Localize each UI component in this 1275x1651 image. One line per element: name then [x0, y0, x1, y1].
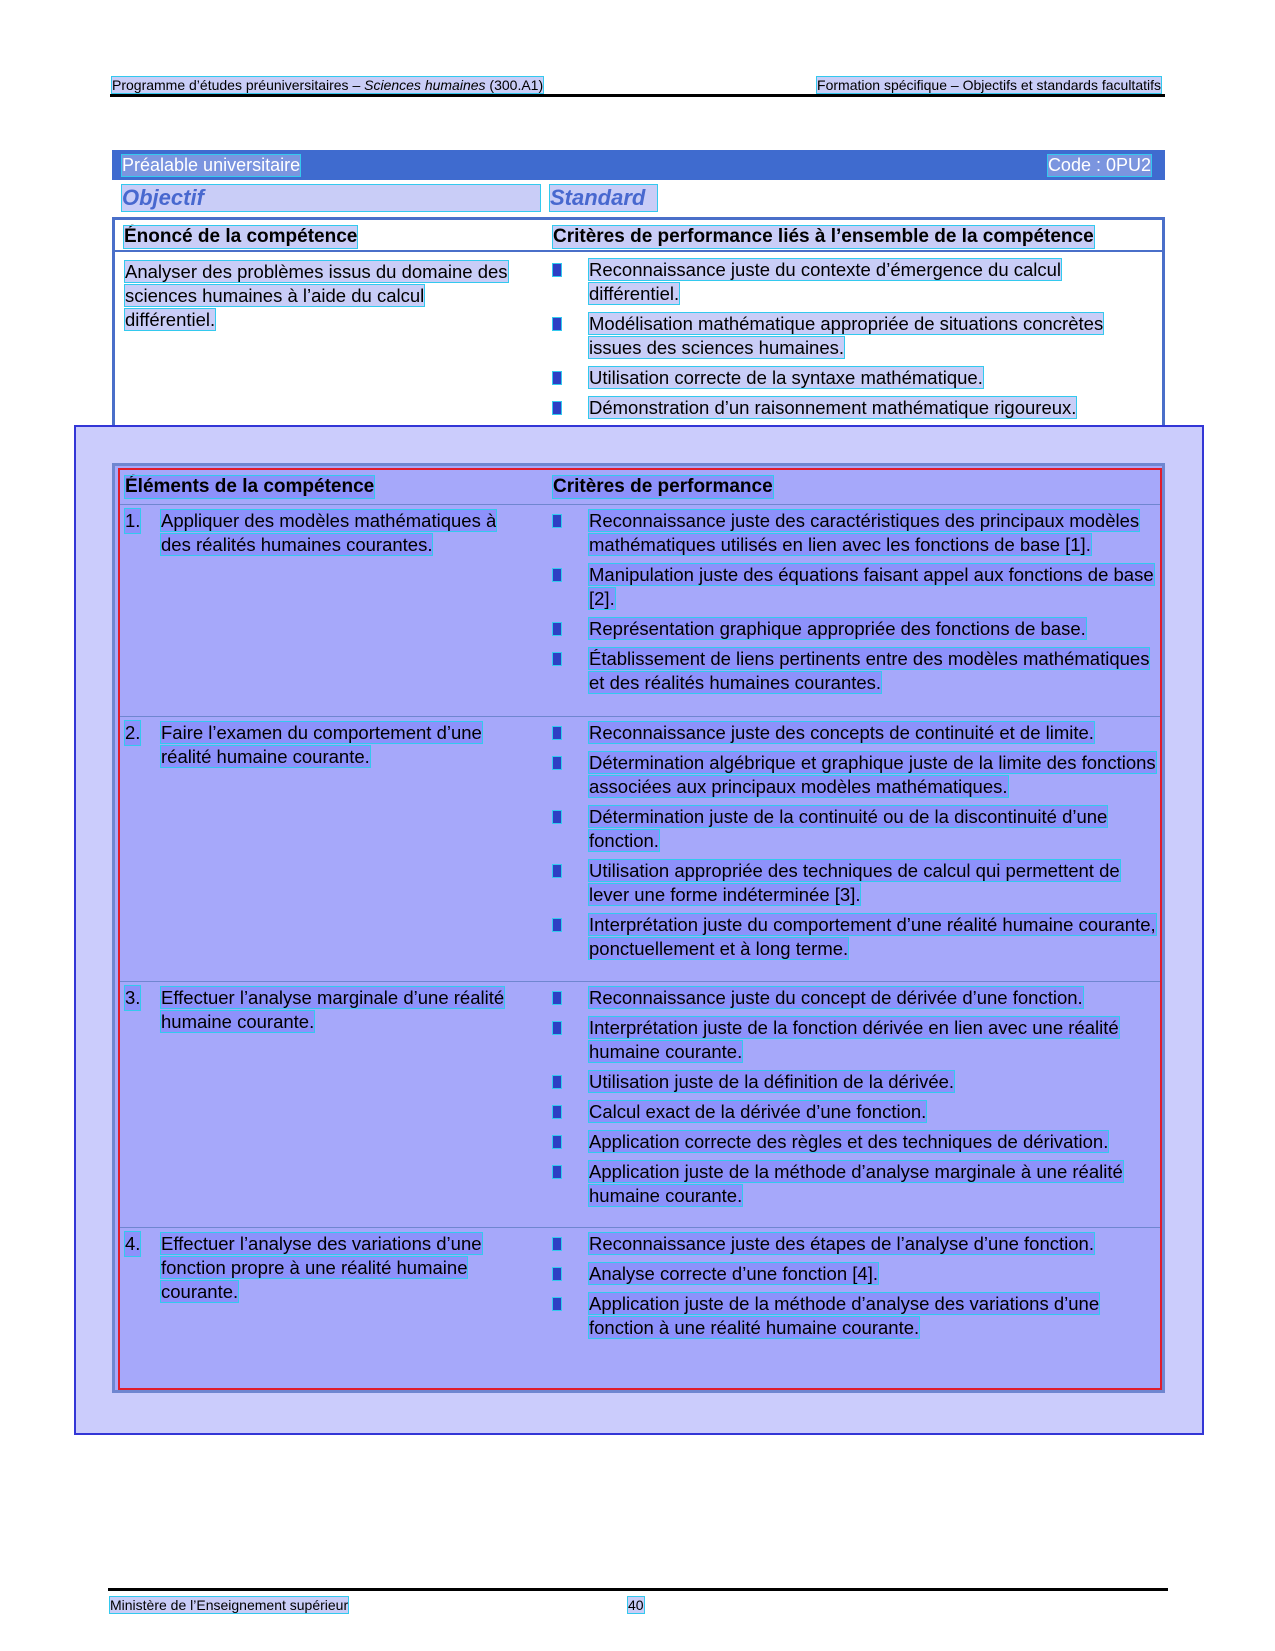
- element-row: [120, 504, 1160, 716]
- element-description: [125, 986, 525, 1034]
- criterion-item: Détermination juste de la continuité ou de la discontinuité d’une fonction.: [553, 805, 1163, 853]
- criterion-item: Établissement de liens pertinents entre des modèles mathématiques et des réalités humaines courantes.: [553, 647, 1163, 695]
- element-row: [120, 1227, 1160, 1392]
- competence-statement: Analyser des problèmes issus du domaine des sciences humaines à l’aide du calcul différentiel.: [125, 261, 508, 330]
- element-criteria-list: [553, 721, 1163, 967]
- bullet-icon: [553, 515, 561, 527]
- element-criteria-list: [553, 986, 1163, 1214]
- bullet-icon: [553, 264, 561, 276]
- objective-heading: Objectif: [122, 185, 540, 211]
- bullet-icon: [553, 811, 561, 823]
- criterion-item: Reconnaissance juste du contexte d’émergence du calcul différentiel.: [553, 258, 1153, 306]
- header-section-title: Formation spécifique – Objectifs et standards facultatifs: [817, 77, 1161, 93]
- performance-criteria-heading: Critères de performance: [553, 476, 773, 497]
- bullet-icon: [553, 402, 561, 414]
- bullet-icon: [553, 757, 561, 769]
- bullet-icon: [553, 653, 561, 665]
- criterion-item: Utilisation juste de la définition de la dérivée.: [553, 1070, 1163, 1094]
- elements-table-header: [120, 470, 1160, 502]
- criterion-item: Analyse correcte d’une fonction [4].: [553, 1262, 1163, 1286]
- criterion-item: Représentation graphique appropriée des fonctions de base.: [553, 617, 1163, 641]
- criterion-item: Détermination algébrique et graphique juste de la limite des fonctions associées aux principaux modèles mathématiques.: [553, 751, 1163, 799]
- criterion-item: Interprétation juste du comportement d’une réalité humaine courante, ponctuellement et à long terme.: [553, 913, 1163, 961]
- criterion-item: Application juste de la méthode d’analyse marginale à une réalité humaine courante.: [553, 1160, 1163, 1208]
- element-description: [125, 1232, 525, 1304]
- bullet-icon: [553, 1022, 561, 1034]
- competence-statement-heading: Énoncé de la compétence: [124, 226, 358, 247]
- element-label: Effectuer l’analyse des variations d’une fonction propre à une réalité humaine courante.: [161, 1233, 482, 1302]
- elements-heading: Éléments de la compétence: [125, 476, 375, 497]
- element-criteria-list: [553, 1232, 1163, 1346]
- title-bar: [112, 150, 1165, 180]
- element-number: 4.: [125, 1233, 141, 1254]
- element-label: Faire l’examen du comportement d’une réalité humaine courante.: [161, 722, 482, 767]
- elements-table-selection: [118, 468, 1162, 1390]
- bullet-icon: [553, 1268, 561, 1280]
- bullet-icon: [553, 1076, 561, 1088]
- element-row: [120, 981, 1160, 1227]
- bullet-icon: [553, 865, 561, 877]
- footer-ministry: Ministère de l’Enseignement supérieur: [110, 1597, 349, 1613]
- course-code: Code : 0PU2: [1047, 155, 1151, 175]
- competence-table: [112, 217, 1165, 454]
- bullet-icon: [553, 1238, 561, 1250]
- title-bar-label: Préalable universitaire: [122, 155, 301, 175]
- bullet-icon: [553, 569, 561, 581]
- bullet-icon: [553, 919, 561, 931]
- element-criteria-list: [553, 509, 1163, 701]
- element-label: Appliquer des modèles mathématiques à des réalités humaines courantes.: [161, 510, 497, 555]
- bullet-icon: [553, 318, 561, 330]
- criterion-item: Manipulation juste des équations faisant appel aux fonctions de base [2].: [553, 563, 1163, 611]
- element-number: 3.: [125, 987, 141, 1008]
- element-description: [125, 509, 525, 557]
- page-footer: [108, 1588, 1168, 1618]
- criterion-item: Reconnaissance juste du concept de dérivée d’une fonction.: [553, 986, 1163, 1010]
- bullet-icon: [553, 1298, 561, 1310]
- standard-heading: Standard: [550, 185, 657, 211]
- criterion-item: Application correcte des règles et des techniques de dérivation.: [553, 1130, 1163, 1154]
- column-headings: [112, 185, 1165, 213]
- bullet-icon: [553, 1106, 561, 1118]
- criterion-item: Application juste de la méthode d’analyse des variations d’une fonction à une réalité humaine courante.: [553, 1292, 1163, 1340]
- bullet-icon: [553, 992, 561, 1004]
- bullet-icon: [553, 727, 561, 739]
- header-program-title: Programme d’études préuniversitaires – Sciences humaines (300.A1): [112, 77, 544, 93]
- criterion-item: Reconnaissance juste des étapes de l’analyse d’une fonction.: [553, 1232, 1163, 1256]
- element-number: 1.: [125, 510, 141, 531]
- bullet-icon: [553, 1166, 561, 1178]
- bullet-icon: [553, 372, 561, 384]
- page-number: 40: [628, 1597, 644, 1613]
- criterion-item: Calcul exact de la dérivée d’une fonction.: [553, 1100, 1163, 1124]
- bullet-icon: [553, 1136, 561, 1148]
- criterion-item: Démonstration d’un raisonnement mathématique rigoureux.: [553, 396, 1153, 420]
- page-header: [110, 75, 1165, 97]
- criterion-item: Utilisation correcte de la syntaxe mathématique.: [553, 366, 1153, 390]
- bullet-icon: [553, 623, 561, 635]
- element-description: [125, 721, 525, 769]
- element-label: Effectuer l’analyse marginale d’une réalité humaine courante.: [161, 987, 505, 1032]
- competence-criteria-heading: Critères de performance liés à l’ensemble de la compétence: [553, 226, 1094, 247]
- criterion-item: Reconnaissance juste des caractéristiques des principaux modèles mathématiques utilisés en lien avec les fonctions de base [1].: [553, 509, 1163, 557]
- criterion-item: Utilisation appropriée des techniques de calcul qui permettent de lever une forme indéterminée [3].: [553, 859, 1163, 907]
- element-number: 2.: [125, 722, 141, 743]
- element-row: [120, 716, 1160, 981]
- criterion-item: Reconnaissance juste des concepts de continuité et de limite.: [553, 721, 1163, 745]
- criterion-item: Modélisation mathématique appropriée de situations concrètes issues des sciences humaines.: [553, 312, 1153, 360]
- competence-table-header: [115, 220, 1162, 252]
- elements-table: [112, 463, 1165, 1393]
- criterion-item: Interprétation juste de la fonction dérivée en lien avec une réalité humaine courante.: [553, 1016, 1163, 1064]
